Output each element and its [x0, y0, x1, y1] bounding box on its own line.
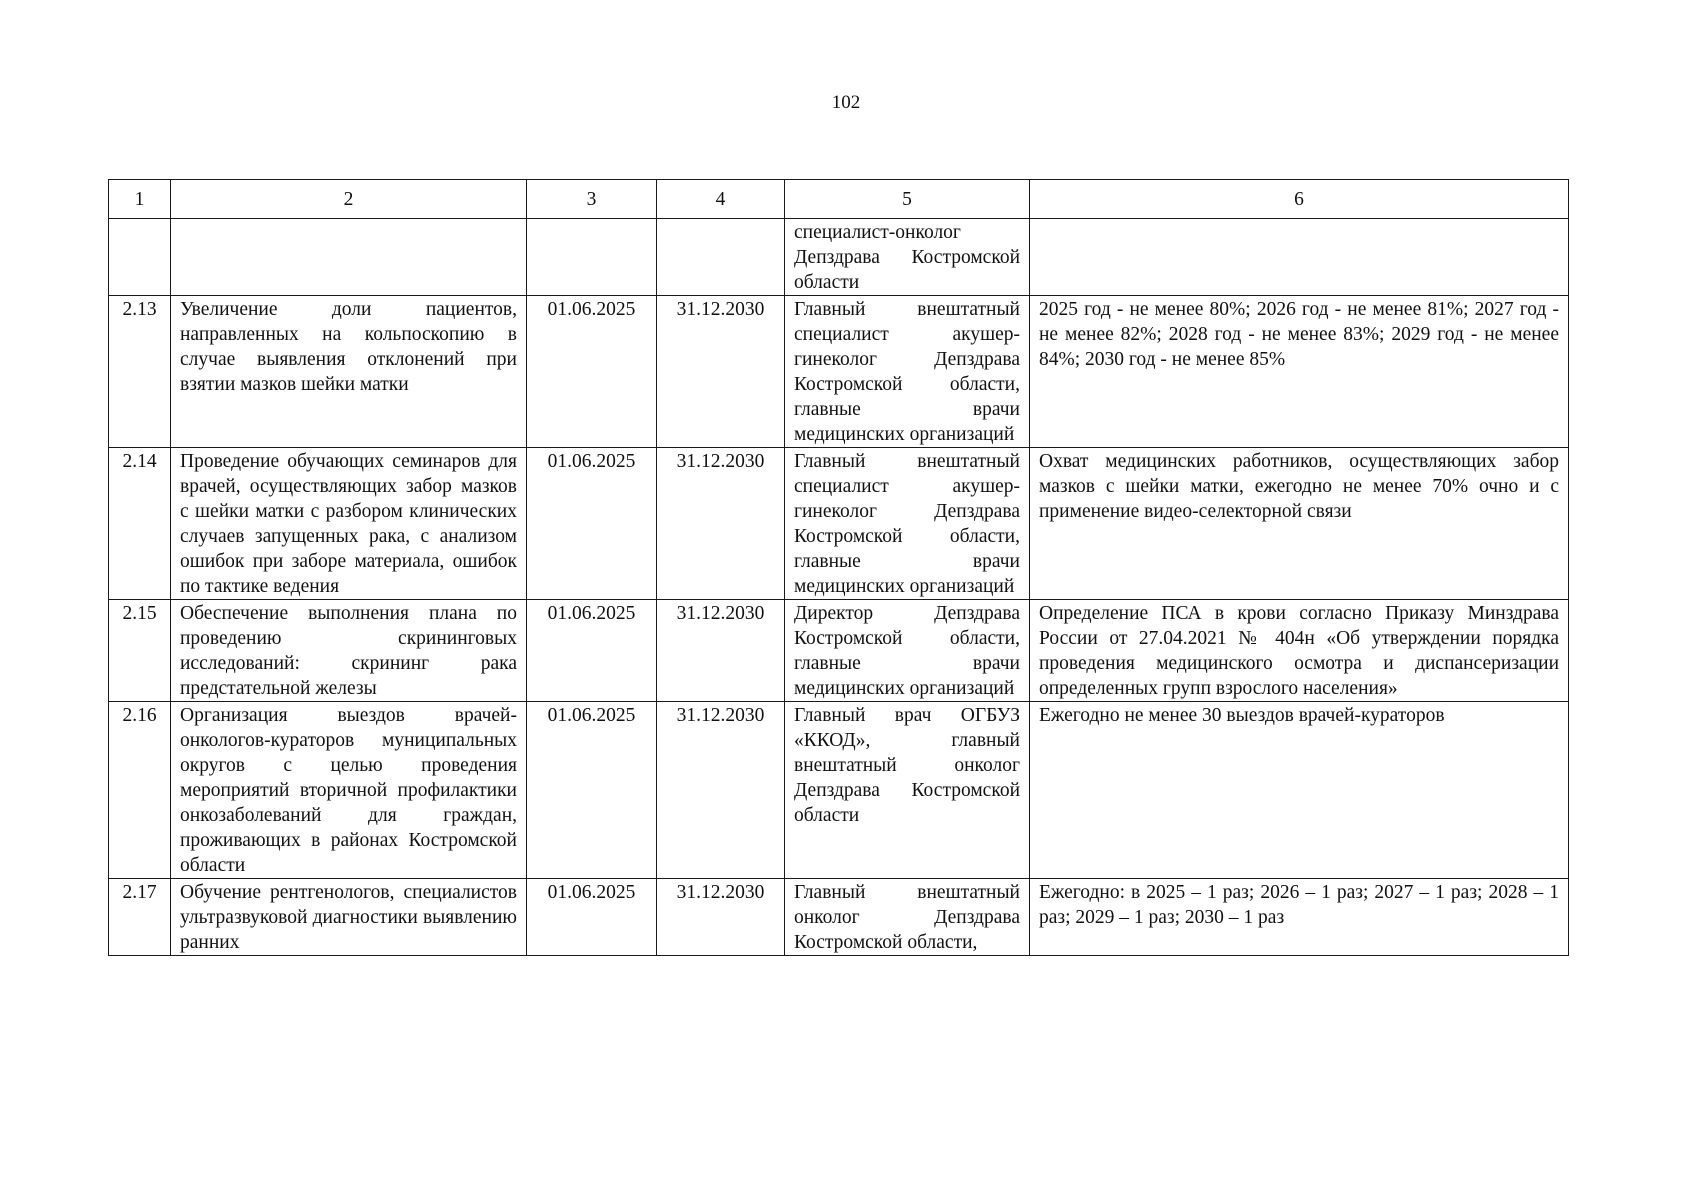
cell-responsible: Главный внештатный онколог Депздрава Костромской области, [785, 879, 1030, 956]
cell-result: Определение ПСА в крови согласно Приказу Минздрава России от 27.04.2021 № 404н «Об утверждении порядка проведения медицинского осмотра и диспансеризации определенных групп взрослого населения» [1030, 600, 1569, 702]
cell-activity [171, 219, 527, 296]
cell-result: Ежегодно: в 2025 – 1 раз; 2026 – 1 раз; 2027 – 1 раз; 2028 – 1 раз; 2029 – 1 раз; 2030 – 1 раз [1030, 879, 1569, 956]
cell-num: 2.14 [109, 448, 171, 600]
header-col-4: 4 [657, 180, 785, 219]
header-row [109, 180, 1569, 219]
cell-start: 01.06.2025 [527, 702, 657, 879]
table-row [109, 600, 1569, 702]
cell-start: 01.06.2025 [527, 600, 657, 702]
cell-responsible: специалист-онколог Депздрава Костромской области [785, 219, 1030, 296]
cell-start: 01.06.2025 [527, 879, 657, 956]
cell-end [657, 219, 785, 296]
table-row-continuation [109, 219, 1569, 296]
header-col-2: 2 [171, 180, 527, 219]
cell-end: 31.12.2030 [657, 448, 785, 600]
cell-activity: Обучение рентгенологов, специалистов ультразвуковой диагностики выявлению ранних [171, 879, 527, 956]
cell-responsible: Главный врач ОГБУЗ «ККОД», главный внештатный онколог Депздрава Костромской области [785, 702, 1030, 879]
page-number: 102 [831, 92, 861, 113]
cell-start: 01.06.2025 [527, 296, 657, 448]
header-col-3: 3 [527, 180, 657, 219]
cell-activity: Увеличение доли пациентов, направленных на кольпоскопию в случае выявления отклонений при взятии мазков шейки матки [171, 296, 527, 448]
cell-start: 01.06.2025 [527, 448, 657, 600]
cell-result [1030, 219, 1569, 296]
cell-activity: Обеспечение выполнения плана по проведению скрининговых исследований: скрининг рака предстательной железы [171, 600, 527, 702]
measures-table [108, 179, 1569, 956]
header-col-5: 5 [785, 180, 1030, 219]
cell-num: 2.13 [109, 296, 171, 448]
table-row [109, 879, 1569, 956]
cell-result: 2025 год - не менее 80%; 2026 год - не менее 81%; 2027 год - не менее 82%; 2028 год - не менее 83%; 2029 год - не менее 84%; 2030 год - не менее 85% [1030, 296, 1569, 448]
cell-responsible: Главный внештатный специалист акушер-гинеколог Депздрава Костромской области, главные врачи медицинских организаций [785, 448, 1030, 600]
cell-end: 31.12.2030 [657, 879, 785, 956]
cell-start [527, 219, 657, 296]
cell-activity: Организация выездов врачей-онкологов-кураторов муниципальных округов с целью проведения мероприятий вторичной профилактики онкозаболеваний для граждан, проживающих в районах Костромской области [171, 702, 527, 879]
header-col-1: 1 [109, 180, 171, 219]
cell-end: 31.12.2030 [657, 702, 785, 879]
cell-end: 31.12.2030 [657, 600, 785, 702]
table-row [109, 296, 1569, 448]
cell-result: Охват медицинских работников, осуществляющих забор мазков с шейки матки, ежегодно не менее 70% очно и с применение видео-селекторной связи [1030, 448, 1569, 600]
header-col-6: 6 [1030, 180, 1569, 219]
cell-num: 2.17 [109, 879, 171, 956]
cell-num: 2.15 [109, 600, 171, 702]
cell-responsible: Директор Депздрава Костромской области, главные врачи медицинских организаций [785, 600, 1030, 702]
table-row [109, 448, 1569, 600]
cell-end: 31.12.2030 [657, 296, 785, 448]
cell-num [109, 219, 171, 296]
table-row [109, 702, 1569, 879]
cell-activity: Проведение обучающих семинаров для врачей, осуществляющих забор мазков с шейки матки с разбором клинических случаев запущенных рака, с анализом ошибок при заборе материала, ошибок по тактике ведения [171, 448, 527, 600]
cell-num: 2.16 [109, 702, 171, 879]
cell-result: Ежегодно не менее 30 выездов врачей-кураторов [1030, 702, 1569, 879]
cell-responsible: Главный внештатный специалист акушер-гинеколог Депздрава Костромской области, главные врачи медицинских организаций [785, 296, 1030, 448]
